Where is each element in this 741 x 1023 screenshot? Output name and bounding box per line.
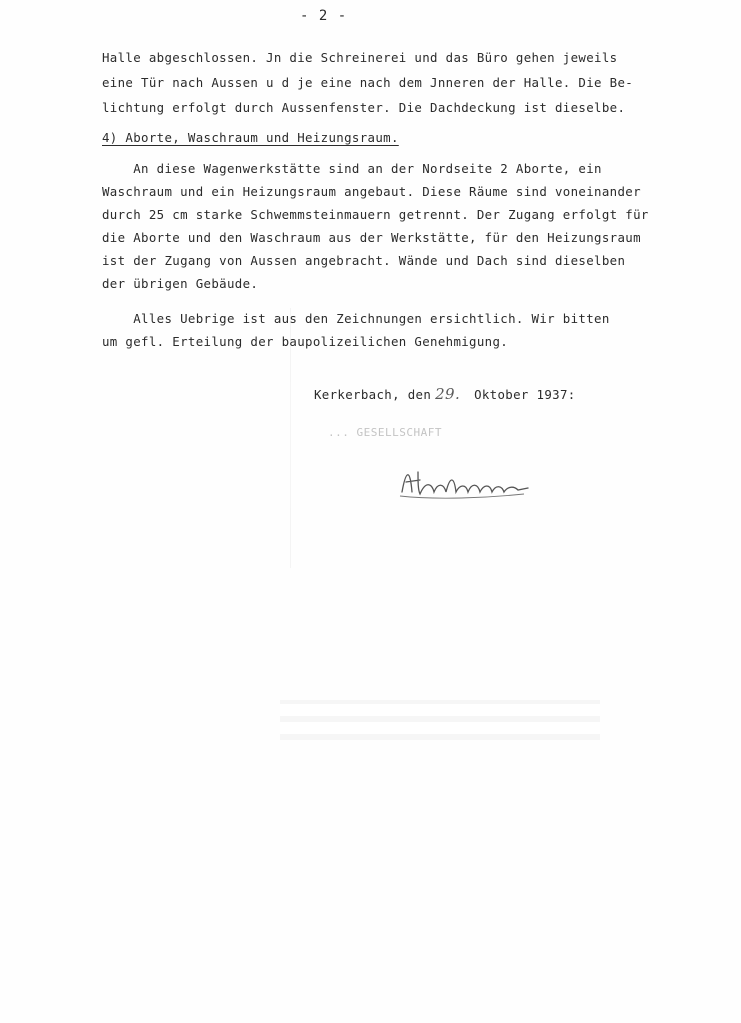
- intro-line-3: lichtung erfolgt durch Aussenfenster. Die Dachdeckung ist dieselbe.: [102, 100, 626, 115]
- company-stamp: ... GESELLSCHAFT: [328, 426, 442, 439]
- signature: [396, 462, 536, 506]
- section-line-5: ist der Zugang von Aussen angebracht. Wände und Dach sind dieselben: [102, 253, 626, 268]
- page-number: - 2 -: [300, 8, 348, 24]
- date-line: [314, 385, 576, 403]
- section-line-3: durch 25 cm starke Schwemmsteinmauern getrennt. Der Zugang erfolgt für: [102, 207, 649, 222]
- section-line-4: die Aborte und den Waschraum aus der Werkstätte, für den Heizungsraum: [102, 230, 641, 245]
- section-line-2: Waschraum und ein Heizungsraum angebaut. Diese Räume sind voneinander: [102, 184, 641, 199]
- date-month-year: Oktober 1937:: [474, 387, 576, 402]
- section-line-1: An diese Wagenwerkstätte sind an der Nordseite 2 Aborte, ein: [102, 161, 602, 176]
- section-line-6: der übrigen Gebäude.: [102, 276, 259, 291]
- date-day-handwritten: 29.: [435, 385, 461, 403]
- closing-line-1: Alles Uebrige ist aus den Zeichnungen ersichtlich. Wir bitten: [102, 311, 610, 326]
- section-heading: 4) Aborte, Waschraum und Heizungsraum.: [102, 130, 399, 145]
- bleed-through-block: [280, 700, 600, 740]
- date-place: Kerkerbach, den: [314, 387, 432, 402]
- intro-line-2: eine Tür nach Aussen u d je eine nach dem Jnneren der Halle. Die Be-: [102, 75, 634, 90]
- intro-line-1: Halle abgeschlossen. Jn die Schreinerei und das Büro gehen jeweils: [102, 50, 618, 65]
- closing-line-2: um gefl. Erteilung der baupolizeilichen Genehmigung.: [102, 334, 509, 349]
